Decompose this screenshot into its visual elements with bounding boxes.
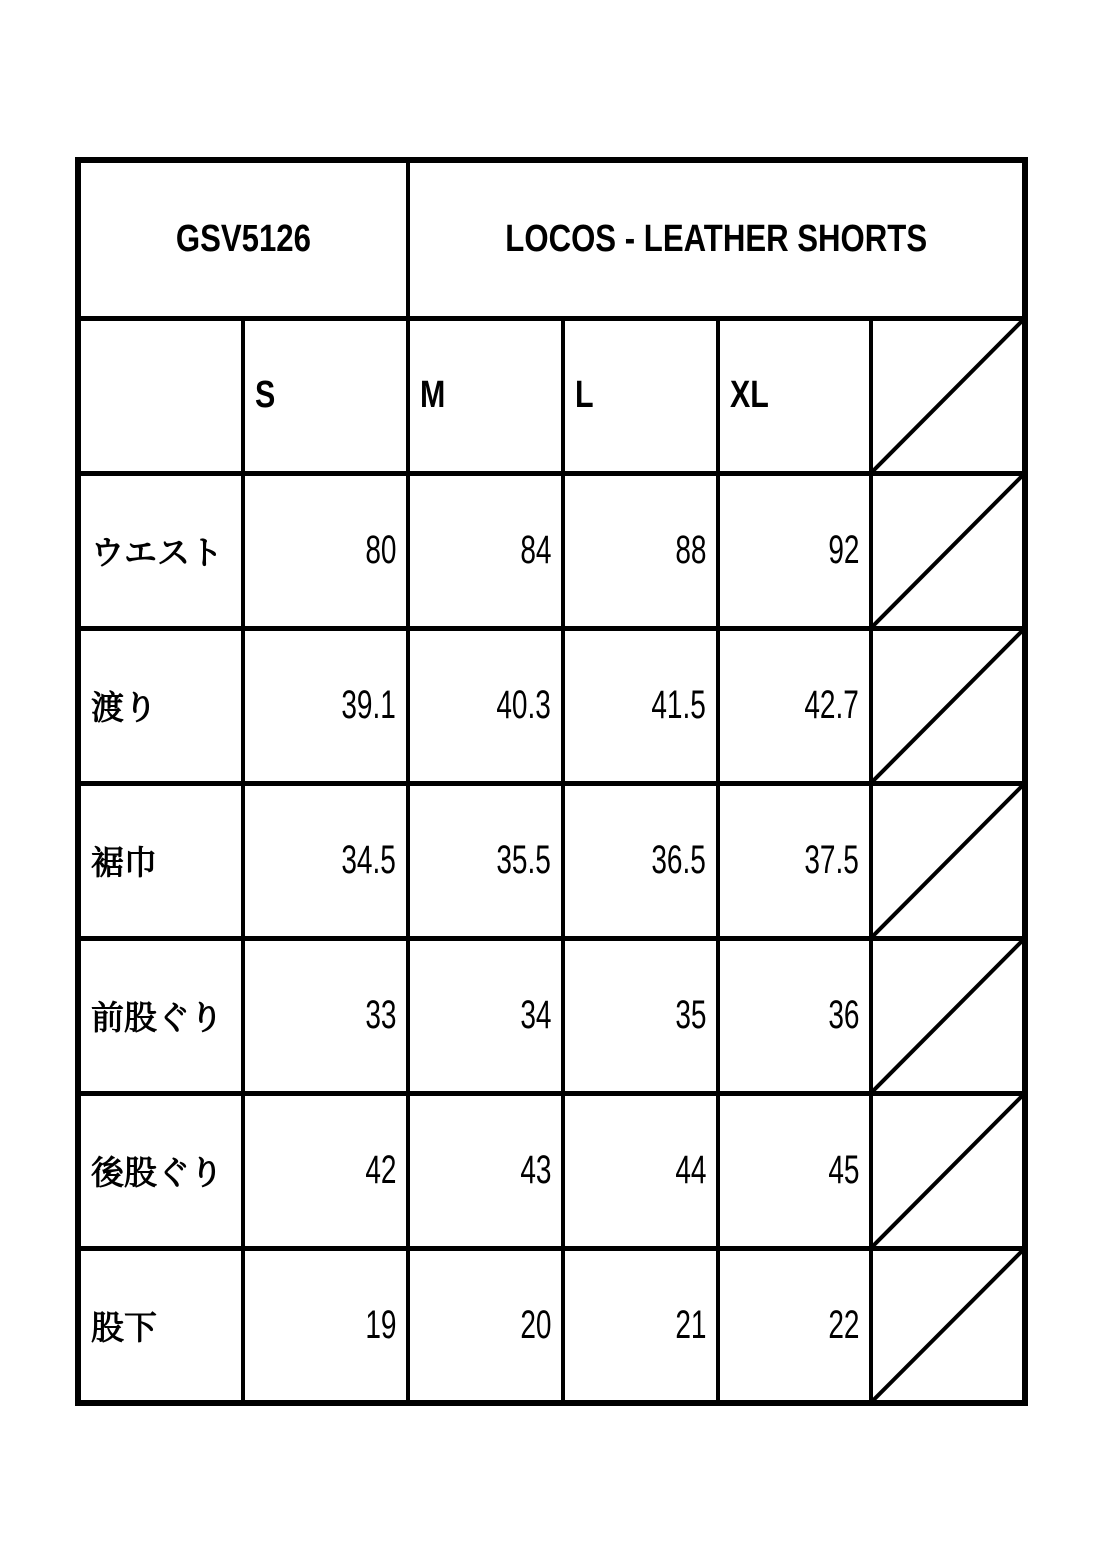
- measurement-label-cell: [78, 473, 243, 628]
- measurement-value: 20: [519, 1302, 552, 1347]
- measurement-label: 前股ぐり: [91, 999, 223, 1036]
- diagonal-cell: [871, 1093, 1025, 1248]
- measurement-value-cell: [563, 783, 718, 938]
- diagonal-cell: [871, 1248, 1025, 1403]
- measurement-value-cell: [408, 783, 563, 938]
- measurement-label-cell: [78, 628, 243, 783]
- product-name-cell: [408, 160, 1025, 318]
- measurement-value: 84: [519, 528, 552, 572]
- measurement-value-cell: [243, 473, 408, 628]
- measurement-row-waist: [78, 473, 1025, 628]
- header-row: [78, 160, 1025, 318]
- measurement-value: 42: [364, 1148, 397, 1192]
- diagonal-slash-icon: [873, 1251, 1022, 1401]
- size-col-header-xl: [718, 318, 871, 473]
- measurement-value-cell: [408, 1093, 563, 1248]
- measurement-label-cell: [78, 938, 243, 1093]
- measurement-value-cell: [563, 473, 718, 628]
- diagonal-slash-icon: [873, 941, 1022, 1091]
- measurement-value-cell: [243, 783, 408, 938]
- measurement-label-cell: [78, 1248, 243, 1403]
- size-col-header-l: [563, 318, 718, 473]
- diagonal-cell: [871, 628, 1025, 783]
- size-header-row: [78, 318, 1025, 473]
- measurement-row-back-rise: [78, 1093, 1025, 1248]
- product-name: LOCOS - LEATHER SHORTS: [505, 217, 927, 260]
- measurement-value-cell: [718, 783, 871, 938]
- diagonal-cell: [871, 783, 1025, 938]
- corner-empty-cell: [78, 318, 243, 473]
- measurement-row-hem-width: [78, 783, 1025, 938]
- diagonal-cell: [871, 318, 1025, 473]
- measurement-value: 80: [364, 528, 397, 572]
- measurement-value-cell: [408, 473, 563, 628]
- measurement-value-cell: [718, 1248, 871, 1403]
- size-col-header-s: [243, 318, 408, 473]
- measurement-value: 37.5: [804, 838, 860, 882]
- size-label: XL: [730, 374, 769, 416]
- diagonal-cell: [871, 473, 1025, 628]
- measurement-value-cell: [718, 628, 871, 783]
- measurement-value: 39.1: [341, 683, 397, 727]
- measurement-value-cell: [243, 938, 408, 1093]
- measurement-row-watari: [78, 628, 1025, 783]
- measurement-value-cell: [243, 628, 408, 783]
- measurement-value-cell: [408, 628, 563, 783]
- measurement-value-cell: [408, 938, 563, 1093]
- measurement-row-front-rise: [78, 938, 1025, 1093]
- measurement-value: 36.5: [651, 838, 707, 882]
- diagonal-cell: [871, 938, 1025, 1093]
- measurement-value-cell: [718, 473, 871, 628]
- measurement-value: 41.5: [651, 683, 707, 727]
- measurement-value: 19: [364, 1302, 397, 1347]
- measurement-value: 34.5: [341, 838, 397, 882]
- measurement-value: 44: [674, 1148, 707, 1192]
- measurement-label-cell: [78, 783, 243, 938]
- measurement-value: 34: [519, 993, 552, 1037]
- size-label: L: [575, 374, 594, 416]
- measurement-value-cell: [408, 1248, 563, 1403]
- size-label: M: [420, 374, 446, 416]
- measurement-value: 35: [674, 993, 707, 1037]
- measurement-row-inseam: [78, 1248, 1025, 1403]
- measurement-value-cell: [243, 1248, 408, 1403]
- measurement-value-cell: [718, 1093, 871, 1248]
- measurement-value: 92: [827, 528, 860, 572]
- diagonal-slash-icon: [873, 1096, 1022, 1246]
- measurement-value: 36: [827, 993, 860, 1037]
- measurement-value-cell: [563, 628, 718, 783]
- measurement-label: 後股ぐり: [91, 1154, 223, 1191]
- size-chart-table: [75, 157, 1028, 1406]
- measurement-value: 33: [364, 993, 397, 1037]
- measurement-label: ウエスト: [91, 534, 223, 571]
- measurement-value: 43: [519, 1148, 552, 1192]
- measurement-value: 22: [827, 1302, 860, 1347]
- measurement-label: 渡り: [91, 689, 157, 726]
- product-code-cell: [78, 160, 408, 318]
- diagonal-slash-icon: [873, 476, 1022, 626]
- measurement-label: 裾巾: [91, 844, 157, 881]
- measurement-value-cell: [718, 938, 871, 1093]
- measurement-label: 股下: [91, 1308, 157, 1346]
- measurement-value: 45: [827, 1148, 860, 1192]
- diagonal-slash-icon: [873, 631, 1022, 781]
- size-label: S: [255, 374, 276, 416]
- product-code: GSV5126: [175, 217, 312, 260]
- measurement-value-cell: [243, 1093, 408, 1248]
- diagonal-slash-icon: [873, 786, 1022, 936]
- measurement-value: 88: [674, 528, 707, 572]
- measurement-value-cell: [563, 938, 718, 1093]
- measurement-value: 42.7: [804, 683, 860, 727]
- measurement-value-cell: [563, 1093, 718, 1248]
- measurement-value: 21: [674, 1302, 707, 1347]
- measurement-label-cell: [78, 1093, 243, 1248]
- size-col-header-m: [408, 318, 563, 473]
- measurement-value-cell: [563, 1248, 718, 1403]
- diagonal-slash-icon: [873, 321, 1022, 471]
- measurement-value: 35.5: [496, 838, 552, 882]
- measurement-value: 40.3: [496, 683, 552, 727]
